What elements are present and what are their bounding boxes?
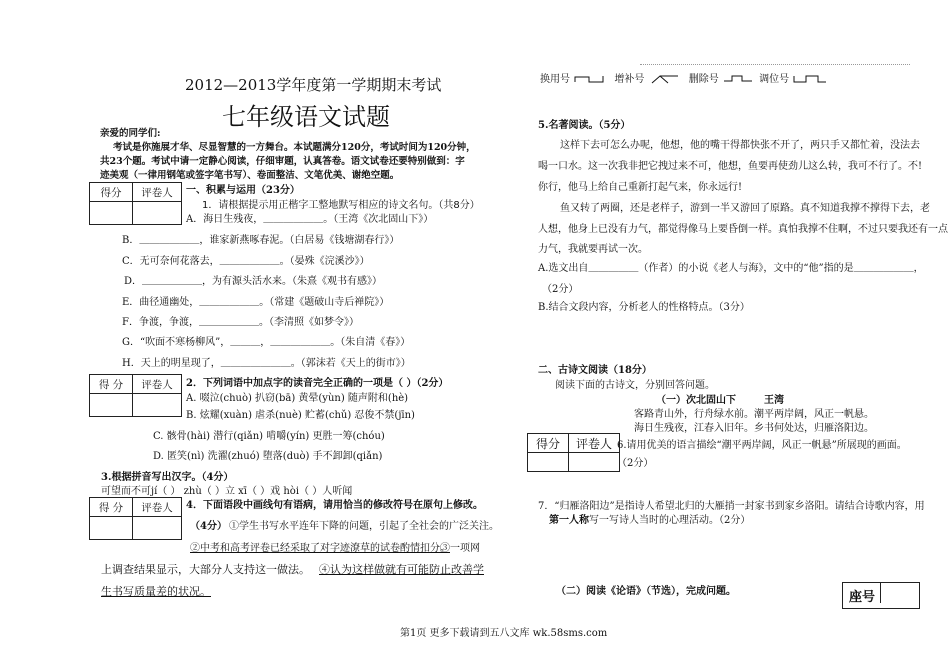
q2-option-d: D. 匿笑(nì) 洗濯(zhuó) 堕落(duò) 手不卸卸(qiǎn) (153, 451, 383, 462)
exam-title: 2012—2013学年度第一学期期末考试 (185, 76, 442, 94)
top-dotted-rule (640, 64, 910, 65)
grader-cell[interactable] (133, 202, 182, 225)
delete-symbol-label: 删除号 (688, 74, 719, 85)
seat-number-box[interactable] (842, 582, 920, 609)
score-cell[interactable] (90, 394, 133, 417)
intro-greeting: 亲爱的同学们: (100, 128, 161, 139)
q1-item-d: D．＿＿＿＿＿＿，为有源头活水来。（朱熹《观书有感》） (124, 276, 383, 287)
lunyu-heading: （二）阅读《论语》（节选），完成问题。 (556, 586, 736, 597)
score-box-4 (527, 433, 620, 472)
q5-part-a: A.选文出自＿＿＿＿＿（作者）的小说《老人与海》，文中的“他”指的是＿＿＿＿＿＿， (538, 263, 924, 274)
q7-prompt-rest: 写一写诗人当时的心理活动。（2分） (589, 515, 751, 526)
score-box-3 (89, 497, 182, 540)
q7-first-person: 第一人称 (549, 515, 589, 526)
subject-title: 七年级语文试题 (222, 103, 390, 131)
grader-cell[interactable] (133, 517, 182, 540)
q1-item-b: B．＿＿＿＿＿＿，谁家新燕啄春泥。（白居易《钱塘湖春行》） (122, 235, 400, 246)
section2-instruction: 阅读下面的古诗文，分别回答问题。 (555, 380, 715, 391)
grader-cell[interactable] (133, 394, 182, 417)
delete-mark-icon (722, 73, 756, 85)
swap-symbol-label: 换用号 (540, 74, 570, 85)
transpose-mark-icon (792, 73, 830, 85)
passage-line-3: 你行，他马上给自己重新打起气来，你永远行! (538, 182, 743, 193)
section2-heading: 二、古诗文阅读（18分） (538, 365, 652, 376)
score-label: 得分 (90, 183, 133, 202)
q7-prompt-2 (549, 511, 750, 526)
score-label: 得 分 (90, 498, 133, 517)
q4-sentence-4 (319, 561, 484, 577)
grader-label: 评卷人 (569, 434, 620, 453)
intro-line-3: 迹美观（一律用钢笔或签字笔书写）、卷面整洁、文笔优美、谢绝空题。 (100, 170, 400, 181)
q2-option-b: B. 炫耀(xuàn) 虐杀(nuè) 贮蓄(chǔ) 忍俊不禁(jīn) (186, 410, 415, 421)
q6-prompt: 6.请用优美的语言描绘“潮平两岸阔，风正一帆悬”所展现的画面。 (617, 440, 907, 451)
poem-line-1: 客路青山外，行舟绿水前。潮平两岸阔，风正一帆悬。 (634, 409, 874, 420)
q1-prompt: 1．请根据提示用正楷字工整地默写相应的诗文名句。（共8分） (202, 200, 480, 211)
q4-underlined-2: ②中考和高考评卷已经采取了对字迹潦草的试卷酌情扣分。 (190, 543, 450, 554)
q4-underlined-4: ④认为这样做就有可能防止改善学 (319, 563, 484, 576)
section1-heading: 一、积累与运用（23分） (186, 185, 300, 196)
score-cell[interactable] (528, 453, 569, 472)
intro-line-1: 考试是你施展才华、尽显智慧的一方舞台。本试题满分120分，考试时间为120分钟， (113, 142, 476, 153)
passage-line-1: 这样下去可怎么办呢，他想，他的嘴干得都快张不开了，两只手又都忙着，没法去 (560, 140, 920, 151)
grader-label: 评卷人 (133, 375, 182, 394)
q5-prompt: 5.名著阅读。（5分） (538, 120, 631, 131)
q4-sentence-3: 上调查结果显示，大部分人支持这一做法。 (101, 563, 310, 576)
passage-line-6: 力气，我就要再试一次。 (538, 244, 648, 255)
footer-text: 第1页 更多下载请到五八文库 wk.58sms.com (400, 628, 608, 639)
poem-author: 王湾 (764, 395, 784, 406)
swap-mark-icon (573, 73, 611, 85)
q4-prompt: 4．下面语段中画线句有语病，请用恰当的修改符号在原句上修改。 (186, 500, 483, 511)
q3-line: 可望而不可jí（ ） zhù（ ）立 xī（ ）戏 hòi（ ）人听闻 (101, 486, 353, 497)
q4-sentence-4b (101, 583, 211, 599)
q7-prompt: 7．“归雁洛阳边”是指诗人希望北归的大雁捎一封家书到家乡洛阳。请结合诗歌内容，用 (538, 501, 925, 512)
passage-line-4: 鱼又转了两圈，还是老样子，游到一半又游回了原路。真不知道我撑不撑得下去，老 (560, 203, 930, 214)
score-cell[interactable] (90, 517, 133, 540)
seat-label: 座号 (849, 590, 876, 605)
q1-item-h: H．天上的明星现了，＿＿＿＿＿＿＿。（郭沫若《天上的街市》） (122, 358, 411, 369)
insert-mark-icon (648, 73, 686, 85)
score-box-1 (89, 182, 182, 225)
score-label: 得 分 (90, 375, 133, 394)
q6-score: （2分） (617, 458, 654, 469)
grader-cell[interactable] (569, 453, 620, 472)
poem-line-2: 海日生残夜，江春入旧年。乡书何处达，归雁洛阳边。 (634, 423, 874, 434)
passage-line-5: 人想，他身上已没有力气，都觉得像马上要昏倒一样。真怕我撑不住啊，不过只要我还有一点 (538, 224, 948, 235)
transpose-symbol-label: 调位号 (759, 74, 790, 85)
q4-score: （4分） (190, 521, 227, 532)
q4-sentence-1: ①学生书写水平连年下降的问题，引起了全社会的广泛关注。 (229, 521, 499, 532)
q5-part-a-score: （2分） (542, 284, 579, 295)
q4-sentence-3a: ③一项网 (440, 543, 480, 554)
q1-item-g: G．“吹面不寒杨柳风”，＿＿＿，＿＿＿＿＿＿。（朱自清《春》） (122, 337, 411, 348)
q1-item-a: A．海日生残夜，＿＿＿＿＿＿。（王湾《次北固山下》） (186, 214, 434, 225)
symbol-legend (540, 70, 830, 85)
q4-sentence-2 (190, 539, 450, 554)
q1-item-e: E．曲径通幽处，＿＿＿＿＿＿。（常建《题破山寺后禅院》） (122, 297, 390, 308)
q1-item-c: C．无可奈何花落去，＿＿＿＿＿＿。（晏殊《浣溪沙》） (122, 256, 370, 267)
score-box-2 (89, 374, 182, 417)
q2-option-a: A. 啜泣(chuò) 扒窃(bā) 黄晕(yùn) 随声附和(hè) (186, 393, 409, 404)
q4-underlined-4b: 生书写质量差的状况。 (101, 585, 211, 598)
score-cell[interactable] (90, 202, 133, 225)
q3-prompt: 3.根据拼音写出汉字。（4分） (101, 472, 234, 483)
grader-label: 评卷人 (133, 183, 182, 202)
q5-part-b: B.结合文段内容，分析老人的性格特点。（3分） (538, 302, 750, 313)
q2-option-c: C. 骸骨(hài) 潜行(qiǎn) 啃嚼(yín) 更胜一筹(chóu) (153, 431, 385, 442)
passage-line-2: 喝一口水。这一次我非把它拽过来不可，他想，鱼要再使劲儿这么转，我可不行了。不! (538, 161, 923, 172)
insert-symbol-label: 增补号 (614, 74, 645, 85)
score-label: 得分 (528, 434, 569, 453)
intro-line-2: 共23个题。考试中请一定静心阅读，仔细审题，认真答卷。语文试卷还要特别做到：字 (100, 156, 465, 167)
grader-label: 评卷人 (133, 498, 182, 517)
seat-divider (880, 582, 881, 603)
q1-item-f: F．争渡，争渡，＿＿＿＿＿＿。（李清照《如梦令》） (122, 317, 359, 328)
q2-prompt: 2．下列词语中加点字的读音完全正确的一项是（ ）（2分） (186, 378, 449, 389)
poem-title: （一）次北固山下 (656, 395, 736, 406)
